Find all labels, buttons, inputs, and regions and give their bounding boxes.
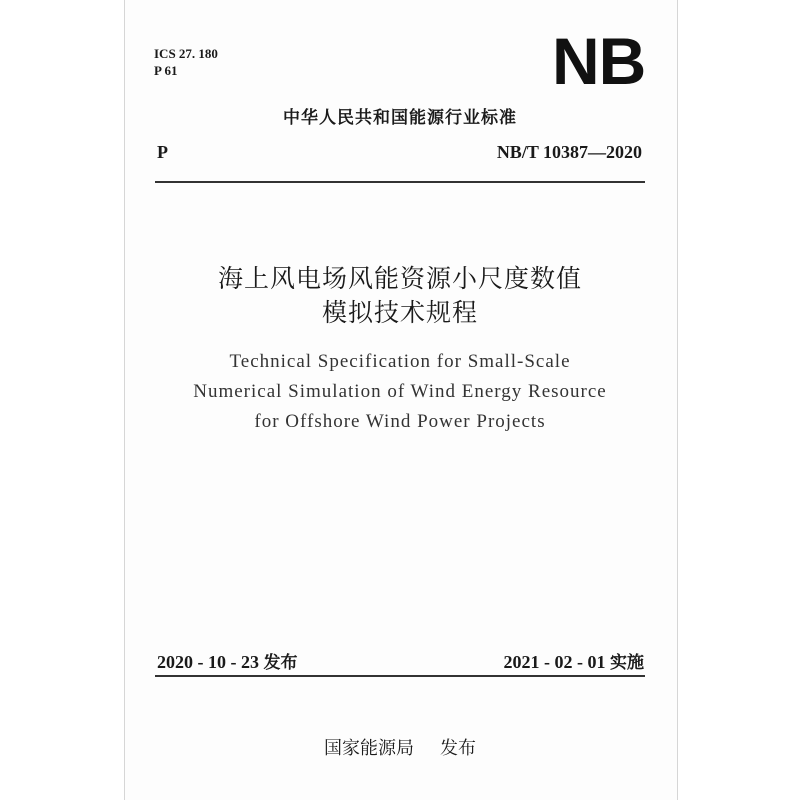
title-chinese-line-1: 海上风电场风能资源小尺度数值 — [217, 264, 582, 293]
issue-date-block — [157, 648, 298, 673]
bottom-divider — [155, 675, 645, 677]
title-english-line-1: Technical Specification for Small-Scale — [229, 351, 571, 372]
industry-standard-heading: 中华人民共和国能源行业标准 — [283, 108, 517, 128]
title-english — [0, 347, 800, 437]
issue-label: 发布 — [263, 653, 298, 673]
effective-date-block — [504, 648, 645, 673]
ics-code: ICS 27. 180 — [154, 46, 218, 61]
ics-block — [154, 45, 218, 79]
ccs-code: P 61 — [154, 63, 178, 78]
publisher-action: 发布 — [440, 738, 476, 759]
title-english-line-2: Numerical Simulation of Wind Energy Resource — [193, 381, 607, 402]
issue-date: 2020 - 10 - 23 — [157, 652, 259, 672]
standard-number: NB/T 10387—2020 — [496, 142, 642, 162]
effective-date: 2021 - 02 - 01 — [503, 652, 606, 672]
top-divider — [155, 181, 645, 183]
nb-logo: NB — [552, 24, 646, 98]
publisher-line — [0, 734, 800, 760]
publisher-name: 国家能源局 — [324, 738, 414, 759]
title-chinese-line-2: 模拟技术规程 — [321, 298, 478, 327]
title-english-line-3: for Offshore Wind Power Projects — [254, 411, 546, 432]
title-chinese — [0, 262, 800, 330]
effective-label: 实施 — [610, 653, 644, 673]
classification-code: P — [157, 142, 168, 162]
